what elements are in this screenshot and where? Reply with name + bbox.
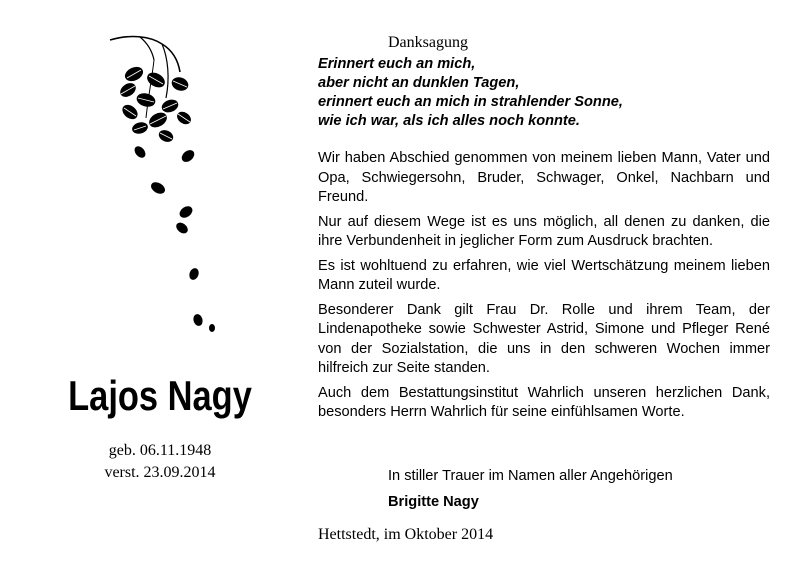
paragraph-special-thanks: Besonderer Dank gilt Frau Dr. Rolle und ihrem Team, der Lindenapotheke sowie Schwester Astrid, Simone und Pfleger René von der Sozialstation, die uns in den schweren Wochen immer hilfreich zur Seite standen. [318, 301, 770, 376]
paragraph-farewell: Wir haben Abschied genommen von meinem lieben Mann, Vater und Opa, Schwiegersohn, Bruder, Schwager, Onkel, Nachbarn und Freund. [318, 150, 770, 205]
signer-name: Brigitte Nagy [388, 494, 479, 510]
death-date: verst. 23.09.2014 [104, 464, 216, 481]
life-dates [60, 440, 260, 484]
birth-date: geb. 06.11.1948 [108, 442, 212, 459]
poem-line: Erinnert euch an mich, [318, 56, 476, 72]
paragraph-appreciation: Es ist wohltuend zu erfahren, wie viel Wertschätzung meinem lieben Mann zuteil wurde. [318, 257, 770, 293]
closing-line: In stiller Trauer im Namen aller Angehörigen [388, 468, 673, 484]
place-date: Hettstedt, im Oktober 2014 [318, 526, 494, 543]
notice-text-column [318, 32, 770, 423]
notice-title: Danksagung [388, 34, 468, 51]
falling-leaves-icon [100, 28, 230, 348]
poem-line: wie ich war, als ich alles noch konnte. [318, 113, 580, 129]
poem-line: erinnert euch an mich in strahlender Sonne, [318, 94, 623, 110]
poem-line: aber nicht an dunklen Tagen, [318, 75, 520, 91]
poem [318, 55, 770, 131]
paragraph-thanks: Nur auf diesem Wege ist es uns möglich, all denen zu danken, die ihre Verbundenheit in jeglicher Form zum Ausdruck brachten. [318, 213, 770, 249]
deceased-name: Lajos Nagy [68, 372, 252, 419]
paragraph-funeral-home: Auch dem Bestattungsinstitut Wahrlich unseren herzlichen Dank, besonders Herrn Wahrlich für seine einfühlsamen Worte. [318, 384, 770, 420]
